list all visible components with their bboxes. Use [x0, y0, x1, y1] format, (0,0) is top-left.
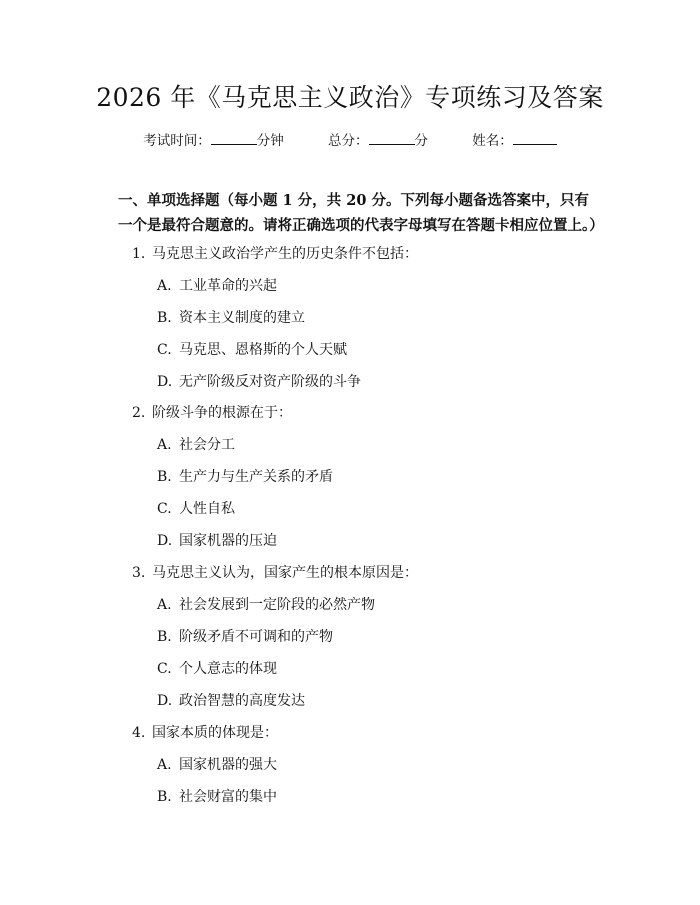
question-number: 2.	[132, 405, 146, 421]
question-text: 马克思主义认为，国家产生的根本原因是：	[152, 565, 418, 581]
question-4	[132, 723, 612, 743]
question-3-option-c	[157, 659, 597, 679]
question-3-option-d	[157, 691, 597, 711]
question-1-option-d	[157, 372, 597, 392]
option-label: D.	[157, 693, 173, 709]
question-text: 国家本质的体现是：	[152, 725, 278, 741]
option-text: 政治智慧的高度发达	[179, 693, 305, 709]
question-number: 1.	[132, 246, 146, 262]
total-score-label: 总分：	[328, 133, 369, 149]
option-text: 人性自私	[179, 501, 235, 517]
question-1	[132, 244, 612, 264]
option-text: 社会发展到一定阶段的必然产物	[179, 597, 375, 613]
option-label: B.	[157, 629, 172, 645]
exam-info	[0, 130, 700, 152]
option-label: B.	[157, 310, 172, 326]
option-label: A.	[157, 278, 172, 294]
question-4-option-b	[157, 787, 597, 807]
section-heading: 一、单项选择题（每小题 1 分，共 20 分。下列每小题备选答案中，只有一个是最符合题意的。请将正确选项的代表字母填写在答题卡相应位置上。）	[118, 192, 604, 234]
option-text: 工业革命的兴起	[179, 278, 277, 294]
total-score-field	[328, 130, 428, 152]
question-number: 4.	[132, 725, 146, 741]
name-label: 姓名：	[472, 133, 513, 149]
question-3-option-a	[157, 595, 597, 615]
exam-time-blank	[211, 130, 257, 145]
question-2-option-b	[157, 467, 597, 487]
question-1-option-b	[157, 308, 597, 328]
option-label: C.	[157, 501, 172, 517]
question-number: 3.	[132, 565, 146, 581]
option-label: B.	[157, 469, 172, 485]
name-field	[472, 130, 557, 152]
option-label: A.	[157, 757, 172, 773]
question-3-option-b	[157, 627, 597, 647]
option-label: D.	[157, 374, 173, 390]
exam-time-field	[143, 130, 284, 152]
name-blank	[513, 130, 557, 145]
document-title: 2026 年《马克思主义政治》专项练习及答案	[96, 83, 604, 112]
option-text: 国家机器的强大	[179, 757, 277, 773]
option-text: 资本主义制度的建立	[179, 310, 305, 326]
question-1-option-c	[157, 340, 597, 360]
total-score-unit: 分	[414, 133, 428, 149]
option-text: 个人意志的体现	[179, 661, 277, 677]
question-2-option-d	[157, 531, 597, 551]
option-label: A.	[157, 597, 172, 613]
question-2-option-a	[157, 435, 597, 455]
question-3	[132, 563, 612, 583]
option-label: D.	[157, 533, 173, 549]
option-text: 国家机器的压迫	[179, 533, 277, 549]
question-text: 马克思主义政治学产生的历史条件不包括：	[152, 246, 418, 262]
option-text: 社会财富的集中	[179, 789, 277, 805]
question-text: 阶级斗争的根源在于：	[152, 405, 292, 421]
question-2	[132, 403, 612, 423]
exam-time-label: 考试时间：	[143, 133, 211, 149]
question-4-option-a	[157, 755, 597, 775]
exam-time-unit: 分钟	[256, 133, 284, 149]
option-label: A.	[157, 437, 172, 453]
question-1-option-a	[157, 276, 597, 296]
option-text: 阶级矛盾不可调和的产物	[179, 629, 333, 645]
question-2-option-c	[157, 499, 597, 519]
option-text: 马克思、恩格斯的个人天赋	[179, 342, 347, 358]
option-label: B.	[157, 789, 172, 805]
option-text: 无产阶级反对资产阶级的斗争	[179, 374, 361, 390]
option-label: C.	[157, 661, 172, 677]
option-label: C.	[157, 342, 172, 358]
total-score-blank	[369, 130, 415, 145]
option-text: 生产力与生产关系的矛盾	[179, 469, 333, 485]
option-text: 社会分工	[179, 437, 235, 453]
